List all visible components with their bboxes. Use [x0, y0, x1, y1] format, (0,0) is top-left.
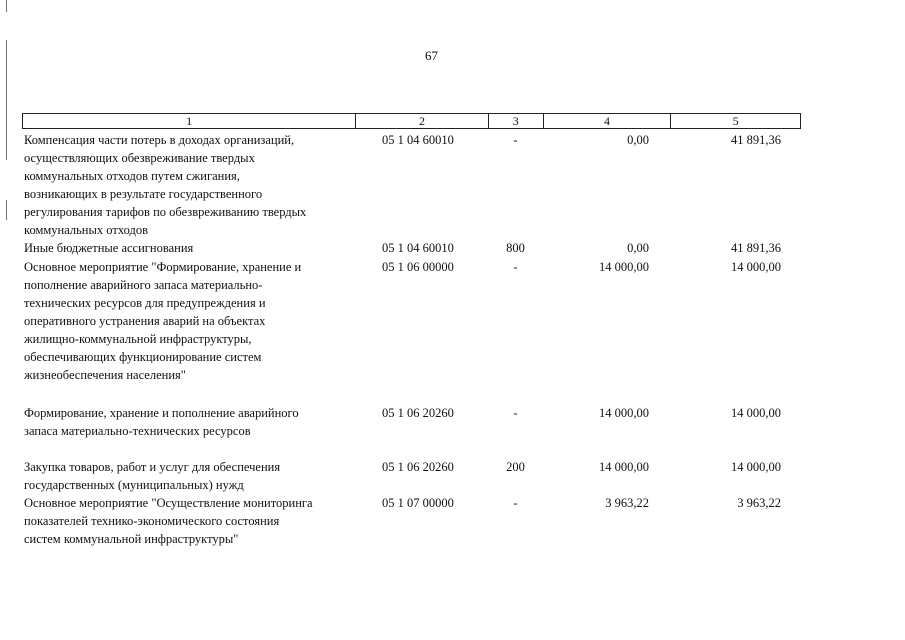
row-name-line: Формирование, хранение и пополнение аварийного [24, 406, 299, 420]
column-header-4: 4 [543, 114, 671, 128]
row-name-line: оперативного устранения аварий на объектах [24, 314, 266, 328]
margin-mark [6, 0, 7, 12]
row-name [24, 494, 354, 548]
row-value-5: 14 000,00 [731, 406, 781, 420]
row-name-line: коммунальных отходов путем сжигания, [24, 169, 240, 183]
row-name-line: Компенсация части потерь в доходах организаций, [24, 133, 295, 147]
row-name-line: Закупка товаров, работ и услуг для обеспечения [24, 460, 281, 474]
row-name-line: Основное мероприятие "Осуществление мониторинга [24, 496, 313, 510]
row-name-line: запаса материально-технических ресурсов [24, 424, 251, 438]
row-name-line: коммунальных отходов [24, 223, 148, 237]
column-header-3: 3 [488, 114, 543, 128]
row-name-line: показателей технико-экономического состояния [24, 514, 280, 528]
row-name-line: жизнеобеспечения населения" [24, 368, 186, 382]
row-name [24, 258, 354, 384]
row-value-4: 14 000,00 [599, 406, 649, 420]
row-type: 200 [506, 460, 525, 474]
row-name [24, 458, 354, 494]
row-name [24, 131, 354, 239]
row-value-4: 0,00 [627, 133, 649, 147]
table-header-row [22, 113, 801, 129]
row-type: - [513, 133, 518, 147]
row-code: 05 1 04 60010 [382, 133, 454, 147]
column-header-5: 5 [670, 114, 800, 128]
row-value-4: 14 000,00 [599, 460, 649, 474]
row-value-4: 0,00 [627, 241, 649, 255]
row-code: 05 1 04 60010 [382, 241, 454, 255]
row-value-5: 3 963,22 [737, 496, 781, 510]
row-type: - [513, 406, 518, 420]
row-name-line: пополнение аварийного запаса материально- [24, 278, 263, 292]
row-type: - [513, 260, 518, 274]
row-code: 05 1 06 00000 [382, 260, 454, 274]
row-name-line: возникающих в результате государственного [24, 187, 263, 201]
row-type: 800 [506, 241, 525, 255]
row-type: - [513, 496, 518, 510]
row-value-5: 14 000,00 [731, 260, 781, 274]
row-code: 05 1 06 20260 [382, 406, 454, 420]
row-name-line: Иные бюджетные ассигнования [24, 241, 194, 255]
row-value-4: 3 963,22 [605, 496, 649, 510]
row-value-5: 14 000,00 [731, 460, 781, 474]
column-header-2: 2 [355, 114, 488, 128]
margin-mark [6, 200, 7, 220]
row-name [24, 404, 354, 440]
page-number: 67 [425, 48, 438, 63]
row-name [24, 239, 354, 257]
row-value-4: 14 000,00 [599, 260, 649, 274]
row-value-5: 41 891,36 [731, 133, 781, 147]
column-header-1: 1 [186, 114, 193, 128]
row-code: 05 1 06 20260 [382, 460, 454, 474]
row-name-line: государственных (муниципальных) нужд [24, 478, 244, 492]
row-name-line: обеспечивающих функционирование систем [24, 350, 262, 364]
row-value-5: 41 891,36 [731, 241, 781, 255]
margin-mark [6, 40, 7, 160]
row-code: 05 1 07 00000 [382, 496, 454, 510]
row-name-line: осуществляющих обезвреживание твердых [24, 151, 255, 165]
row-name-line: жилищно-коммунальной инфраструктуры, [24, 332, 252, 346]
row-name-line: регулирования тарифов по обезвреживанию твердых [24, 205, 307, 219]
row-name-line: Основное мероприятие "Формирование, хранение и [24, 260, 302, 274]
row-name-line: систем коммунальной инфраструктуры" [24, 532, 239, 546]
row-name-line: технических ресурсов для предупреждения и [24, 296, 266, 310]
